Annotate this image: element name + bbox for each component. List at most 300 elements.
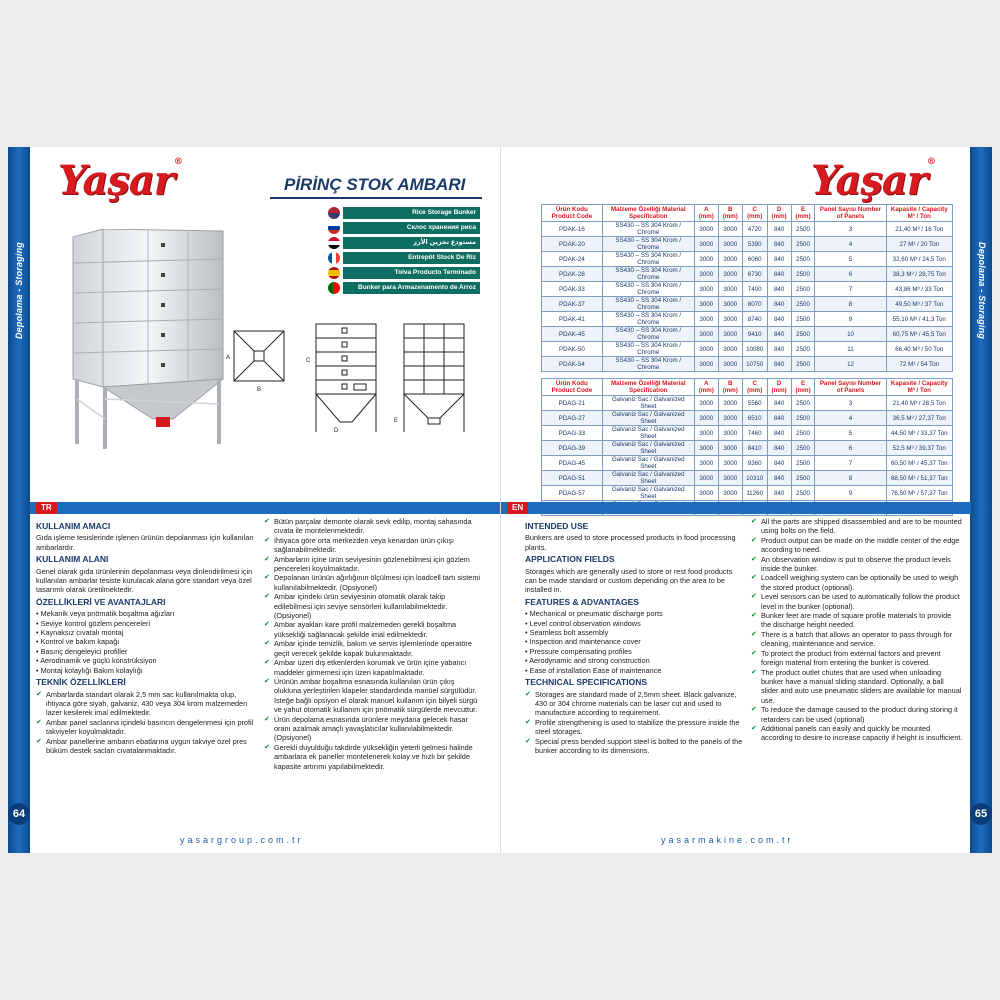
table-cell: 8740 xyxy=(742,312,767,327)
flag-us-icon xyxy=(328,207,340,219)
table-cell: 6060 xyxy=(742,252,767,267)
table-cell: 6730 xyxy=(742,267,767,282)
table-cell: 2500 xyxy=(791,456,815,471)
technical-list xyxy=(36,690,254,756)
table-cell: 4 xyxy=(815,411,886,426)
table-row xyxy=(542,222,953,237)
table-row xyxy=(542,267,953,282)
heading-features: ÖZELLİKLERİ VE AVANTAJLARI xyxy=(36,596,166,607)
table-cell: 60,75 M³ / 45,5 Ton xyxy=(886,327,952,342)
table-cell: Galvaniz Sac / Galvanized Sheet xyxy=(602,456,694,471)
table-header: Kapasite / Capacity M³ / Ton xyxy=(886,379,952,396)
language-list xyxy=(328,207,480,297)
table-cell: 7 xyxy=(815,282,886,297)
page-title: PİRİNÇ STOK AMBARI xyxy=(284,175,466,194)
table-row xyxy=(542,282,953,297)
left-column-2 xyxy=(264,517,482,771)
list-item: ✔ Ürünün ambar boşaltma esnasında kullanılan ürün çıkış olukluna yerleştirilen klapeler standardında manüel sürgülüdür. İsteğe bağlı opsiyon el olarak manuel kullanım için bilyeli sürgü ve yahut otomatik kullanım için pnömatik sürgülerde mevcuttur. xyxy=(264,677,482,715)
table-cell: 7400 xyxy=(742,282,767,297)
table-cell: 3000 xyxy=(718,441,742,456)
table-cell: 3000 xyxy=(694,396,718,411)
language-row xyxy=(328,237,480,249)
table-cell: SS430 – SS 304 Krom / Chrome xyxy=(602,282,694,297)
table-cell: SS430 – SS 304 Krom / Chrome xyxy=(602,222,694,237)
table-cell: 5 xyxy=(815,426,886,441)
language-label: Rice Storage Bunker xyxy=(343,207,480,219)
text-intended-use: Bunkers are used to store processed products in food processing plants. xyxy=(525,533,736,552)
table-cell: 3000 xyxy=(718,342,742,357)
details-list xyxy=(264,517,482,771)
table-cell: 3000 xyxy=(694,237,718,252)
table-cell: 840 xyxy=(767,411,791,426)
table-cell: 32,60 M³ / 24,5 Ton xyxy=(886,252,952,267)
table-cell: 49,50 M³ / 37 Ton xyxy=(886,297,952,312)
dim-label-e: E xyxy=(394,418,399,424)
table-cell: 7 xyxy=(815,456,886,471)
features-list xyxy=(525,609,743,675)
table-cell: 3000 xyxy=(718,411,742,426)
table-cell: 2500 xyxy=(791,312,815,327)
table-cell: 8 xyxy=(815,297,886,312)
list-item: • Kaynaksız cıvatalı montaj xyxy=(36,628,254,637)
table-cell: 5560 xyxy=(742,396,767,411)
table-cell: 2500 xyxy=(791,357,815,372)
heading-usage: KULLANIM AMACI xyxy=(36,521,111,531)
table-cell: 4 xyxy=(815,237,886,252)
table-cell: 10750 xyxy=(742,357,767,372)
footer-url: yasargroup.com.tr xyxy=(180,835,304,845)
table-cell: PDAK-20 xyxy=(542,237,603,252)
table-cell: SS430 – SS 304 Krom / Chrome xyxy=(602,327,694,342)
list-item: ✔ Additional panels can easily and quickly be mounted according to desire to increase capacity if height is insufficient. xyxy=(751,724,963,743)
dim-label-a: A xyxy=(226,355,231,361)
table-cell: 3000 xyxy=(694,297,718,312)
list-item: ✔ Bütün parçalar demonte olarak sevk edilip, montaj sahasında cıvata ile montelenmektedir. xyxy=(264,517,482,536)
table-cell: PDAK-45 xyxy=(542,327,603,342)
table-cell: 840 xyxy=(767,456,791,471)
list-item: • Aerodinamik ve güçlü konstrüksiyon xyxy=(36,656,254,665)
list-item: ✔ All the parts are shipped disassembled and are to be mounted using bolts on the field. xyxy=(751,517,963,536)
list-item: • Pressure compensating profiles xyxy=(525,647,743,656)
table-row xyxy=(542,327,953,342)
table-cell: 2500 xyxy=(791,327,815,342)
list-item: ✔ Ambarların içine ürün seviyesinin gözlenebilmesi için gözlem pencereleri koyulmaktadır. xyxy=(264,555,482,574)
heading-technical: TEKNİK ÖZELLİKLERİ xyxy=(36,677,126,688)
list-item: • Basınç dengeleyici profiller xyxy=(36,647,254,656)
table-header: C (mm) xyxy=(742,379,767,396)
table-cell: PDAG-27 xyxy=(542,411,603,426)
table-cell: 6 xyxy=(815,267,886,282)
table-row xyxy=(542,297,953,312)
table-header: A (mm) xyxy=(694,379,718,396)
table-cell: 9 xyxy=(815,312,886,327)
list-item: • Ease of installation Ease of maintenance xyxy=(525,666,743,675)
list-item: ✔ Special press bended support steel is bolted to the panels of the bunker according to its dimensions. xyxy=(525,737,743,756)
list-item: ✔ Ambar ayakları kare profil malzemeden gerekli boşaltma yüksekliği sağlanacak şekilde imal edilmektedir. xyxy=(264,620,482,639)
table-cell: 840 xyxy=(767,441,791,456)
list-item: ✔ Product output can be made on the middle center of the edge according to need. xyxy=(751,536,963,555)
table-cell: 66,40 M³ / 50 Ton xyxy=(886,342,952,357)
table-cell: 3000 xyxy=(694,342,718,357)
table-cell: 2500 xyxy=(791,297,815,312)
table-header: Ürün Kodu Product Code xyxy=(542,379,603,396)
table-cell: PDAK-37 xyxy=(542,297,603,312)
table-cell: 4720 xyxy=(742,222,767,237)
table-cell: PDAK-24 xyxy=(542,252,603,267)
table-cell: 840 xyxy=(767,426,791,441)
section-band xyxy=(30,502,500,514)
list-item: • Inspection and maintenance cover xyxy=(525,637,743,646)
table-cell: 3000 xyxy=(718,312,742,327)
table-cell: 9 xyxy=(815,486,886,501)
table-cell: 840 xyxy=(767,297,791,312)
dim-label-d: D xyxy=(334,428,339,434)
language-label: Bunker para Armazenamento de Arroz xyxy=(343,282,480,294)
list-item: ✔ Ambar içinde temizlik, bakım ve servis işlemlerinde operatöre geçit verecek şekilde kapak bulunmaktadır. xyxy=(264,639,482,658)
table-row xyxy=(542,426,953,441)
table-cell: 7460 xyxy=(742,426,767,441)
table-cell: 3000 xyxy=(694,486,718,501)
text-usage: Gıda işleme tesislerinde işlenen ürünün depolanması için kullanılan ambarlardır. xyxy=(36,533,254,552)
table-cell: PDAK-28 xyxy=(542,267,603,282)
table-cell: 840 xyxy=(767,252,791,267)
table-cell: PDAG-45 xyxy=(542,456,603,471)
table-cell: 3000 xyxy=(718,267,742,282)
language-label: مستودع تخزين الأرز xyxy=(343,237,480,249)
table-cell: 840 xyxy=(767,486,791,501)
table-cell: 21,40 M³ / 16 Ton xyxy=(886,222,952,237)
table-cell: 9410 xyxy=(742,327,767,342)
galvanized-spec-table xyxy=(541,378,953,516)
table-cell: 3000 xyxy=(694,267,718,282)
table-cell: Galvaniz Sac / Galvanized Sheet xyxy=(602,441,694,456)
table-cell: 3000 xyxy=(694,222,718,237)
heading-technical: TECHNICAL SPECIFICATIONS xyxy=(525,677,647,688)
table-cell: 840 xyxy=(767,237,791,252)
table-header: Malzeme Özelliği Material Specification xyxy=(602,205,694,222)
table-header: D (mm) xyxy=(767,379,791,396)
list-item: ✔ İhtiyaca göre orta merkezden veya kenardan ürün çıkışı sağlanabilmektedir. xyxy=(264,536,482,555)
heading-features: FEATURES & ADVANTAGES xyxy=(525,596,639,607)
table-cell: 3000 xyxy=(718,426,742,441)
list-item: ✔ Ambar panellerine ambarın ebatlarına uygun takviye özel pres büküm destek sacları cıvatalanmaktadır. xyxy=(36,737,254,756)
table-cell: 3000 xyxy=(694,327,718,342)
table-cell: Galvaniz Sac / Galvanized Sheet xyxy=(602,471,694,486)
page-number: 64 xyxy=(8,803,30,825)
table-cell: 43,86 M³ / 33 Ton xyxy=(886,282,952,297)
list-item: • Seviye kontrol gözlem pencereleri xyxy=(36,619,254,628)
table-row xyxy=(542,441,953,456)
table-cell: PDAK-50 xyxy=(542,342,603,357)
list-item: ✔ Ambar üzeri dış etkenlerden korumak ve ürün içine yabancı maddeler girmemesi için üzeri kapatılmaktadır. xyxy=(264,658,482,677)
table-cell: 6510 xyxy=(742,411,767,426)
right-column-2 xyxy=(751,517,963,743)
sidebar-label: Depolama - Storaging xyxy=(14,242,24,340)
table-cell: 2500 xyxy=(791,342,815,357)
table-cell: 52,5 M³ / 39,37 Ton xyxy=(886,441,952,456)
table-cell: 840 xyxy=(767,471,791,486)
table-cell: SS430 – SS 304 Krom / Chrome xyxy=(602,297,694,312)
table-cell: 3000 xyxy=(694,411,718,426)
left-page xyxy=(8,147,500,853)
table-header: Panel Sayısı Number of Panels xyxy=(815,205,886,222)
table-cell: 55,10 M³ / 41,3 Ton xyxy=(886,312,952,327)
table-cell: 5 xyxy=(815,252,886,267)
table-cell: 8 xyxy=(815,471,886,486)
table-cell: PDAG-39 xyxy=(542,441,603,456)
table-cell: 3000 xyxy=(718,327,742,342)
table-cell: 3000 xyxy=(694,426,718,441)
language-label: Склoс хранения риса xyxy=(343,222,480,234)
table-cell: Galvaniz Sac / Galvanized Sheet xyxy=(602,426,694,441)
flag-es-icon xyxy=(328,267,340,279)
table-cell: 3000 xyxy=(718,222,742,237)
table-cell: 3000 xyxy=(718,357,742,372)
table-cell: 2500 xyxy=(791,441,815,456)
table-cell: 5390 xyxy=(742,237,767,252)
table-cell: 3000 xyxy=(718,282,742,297)
page-number: 65 xyxy=(970,803,992,825)
table-row xyxy=(542,456,953,471)
table-cell: 2500 xyxy=(791,426,815,441)
list-item: • Mekanik veya pnömatik boşaltma ağızları xyxy=(36,609,254,618)
table-cell: 840 xyxy=(767,396,791,411)
table-cell: 3000 xyxy=(718,456,742,471)
table-cell: 9360 xyxy=(742,456,767,471)
table-header: E (mm) xyxy=(791,379,815,396)
table-cell: 3000 xyxy=(694,312,718,327)
table-cell: SS430 – SS 304 Krom / Chrome xyxy=(602,237,694,252)
table-cell: SS430 – SS 304 Krom / Chrome xyxy=(602,312,694,327)
table-cell: SS430 – SS 304 Krom / Chrome xyxy=(602,357,694,372)
list-item: ✔ To reduce the damage caused to the product during storing it retarders can be used (optional) xyxy=(751,705,963,724)
list-item: ✔ An observation window is put to observe the product levels inside the bunker. xyxy=(751,555,963,574)
table-cell: 2500 xyxy=(791,222,815,237)
list-item: ✔ Loadcell weighing system can be optionally be used to weigh the stored product (optional). xyxy=(751,573,963,592)
dim-label-b: B xyxy=(257,387,262,393)
table-cell: 76,50 M³ / 57,37 Ton xyxy=(886,486,952,501)
table-row xyxy=(542,237,953,252)
table-row xyxy=(542,252,953,267)
language-row xyxy=(328,207,480,219)
sidebar-label: Depolama - Storaging xyxy=(977,242,987,340)
table-cell: Galvaniz Sac / Galvanized Sheet xyxy=(602,396,694,411)
table-cell: PDAK-41 xyxy=(542,312,603,327)
table-row xyxy=(542,411,953,426)
flag-ru-icon xyxy=(328,222,340,234)
table-cell: 10080 xyxy=(742,342,767,357)
right-sidebar xyxy=(970,147,992,853)
list-item: • Seamless bolt assembly xyxy=(525,628,743,637)
table-cell: 8410 xyxy=(742,441,767,456)
table-cell: SS430 – SS 304 Krom / Chrome xyxy=(602,252,694,267)
flag-pt-icon xyxy=(328,282,340,294)
table-cell: 3 xyxy=(815,396,886,411)
left-column-1 xyxy=(36,519,254,755)
table-cell: 60,50 M³ / 45,37 Ton xyxy=(886,456,952,471)
list-item: ✔ Ambar içindeki ürün seviyesinin otomatik olarak takip edilebilmesi için seviye sensörleri kullanılabilmektedir. (Opsiyonel) xyxy=(264,592,482,620)
front-view-drawing xyxy=(304,322,382,452)
table-cell: 3000 xyxy=(694,471,718,486)
table-row xyxy=(542,312,953,327)
table-cell: 3000 xyxy=(718,471,742,486)
table-cell: 3000 xyxy=(718,237,742,252)
table-header: C (mm) xyxy=(742,205,767,222)
table-cell: SS430 – SS 304 Krom / Chrome xyxy=(602,267,694,282)
section-band xyxy=(501,502,971,514)
features-list xyxy=(36,609,254,675)
table-cell: 840 xyxy=(767,357,791,372)
language-row xyxy=(328,282,480,294)
language-row xyxy=(328,222,480,234)
table-cell: 8070 xyxy=(742,297,767,312)
table-cell: PDAG-51 xyxy=(542,471,603,486)
table-cell: 68,50 M³ / 51,37 Ton xyxy=(886,471,952,486)
list-item: ✔ Profile strengthening is used to stabilize the pressure inside the steel storages. xyxy=(525,718,743,737)
table-cell: 27 M³ / 20 Ton xyxy=(886,237,952,252)
table-cell: PDAG-33 xyxy=(542,426,603,441)
table-header: Kapasite / Capacity M³ / Ton xyxy=(886,205,952,222)
table-cell: PDAG-21 xyxy=(542,396,603,411)
table-cell: 3000 xyxy=(694,357,718,372)
right-column-1 xyxy=(525,519,743,755)
table-cell: 11 xyxy=(815,342,886,357)
table-cell: 2500 xyxy=(791,267,815,282)
table-cell: 10310 xyxy=(742,471,767,486)
brand-logo: Yaşar® xyxy=(58,157,182,204)
table-cell: 21,40 M³ / 28,5 Ton xyxy=(886,396,952,411)
table-cell: 3000 xyxy=(718,486,742,501)
table-row xyxy=(542,396,953,411)
table-header: E (mm) xyxy=(791,205,815,222)
flag-fr-icon xyxy=(328,252,340,264)
table-header: B (mm) xyxy=(718,379,742,396)
table-cell: Galvaniz Sac / Galvanized Sheet xyxy=(602,411,694,426)
table-row xyxy=(542,357,953,372)
table-cell: 3000 xyxy=(694,252,718,267)
list-item: ✔ There is a hatch that allows an operator to pass through for cleaning, maintenance and service. xyxy=(751,630,963,649)
table-cell: 2500 xyxy=(791,252,815,267)
language-tag: TR xyxy=(36,502,57,514)
table-cell: PDAK-16 xyxy=(542,222,603,237)
flag-ar-icon xyxy=(328,237,340,249)
language-row xyxy=(328,252,480,264)
table-row xyxy=(542,471,953,486)
list-item: • Level control observation windows xyxy=(525,619,743,628)
table-cell: 11260 xyxy=(742,486,767,501)
table-cell: PDAK-33 xyxy=(542,282,603,297)
right-page xyxy=(500,147,992,853)
language-label: Tolva Producto Terminado xyxy=(343,267,480,279)
text-application: Storages which are generally used to store or rest food products can be made standard or custom depending on the area to be installed in. xyxy=(525,566,733,595)
brand-logo: Yaşar® xyxy=(811,157,935,204)
table-cell: 3 xyxy=(815,222,886,237)
table-cell: 12 xyxy=(815,357,886,372)
list-item: ✔ To protect the product from external factors and prevent foreign material from entering the bunker is covered. xyxy=(751,649,963,668)
list-item: • Mechanical or pneumatic discharge ports xyxy=(525,609,743,618)
list-item: ✔ Ambarlarda standart olarak 2,5 mm sac kullanılmakta olup, ihtiyaca göre siyah, galvaniz, 430 veya 304 krom malzemeden lazer kesilerek imal edilmektedir. xyxy=(36,690,254,718)
table-cell: 840 xyxy=(767,342,791,357)
language-tag: EN xyxy=(507,502,528,514)
text-field: Genel olarak gıda ürünlerinin depolanması veya dinlendirilmesi için kullanılan ambarlar tesiste kurulacak alana göre standart veya özel tasarımlı olarak üretilmektedir. xyxy=(36,566,253,595)
table-cell: 3000 xyxy=(718,396,742,411)
table-cell: 2500 xyxy=(791,396,815,411)
list-item: ✔ Level sensors can be used to automatically follow the product level in the bunker (optional). xyxy=(751,592,963,611)
table-cell: PDAG-57 xyxy=(542,486,603,501)
table-cell: 36,5 M³ / 27,37 Ton xyxy=(886,411,952,426)
list-item: • Montaj kolaylığı Bakım kolaylığı xyxy=(36,666,254,675)
table-header: A (mm) xyxy=(694,205,718,222)
heading-application: APPLICATION FIELDS xyxy=(525,554,615,565)
table-cell: 38,3 M³ / 28,75 Ton xyxy=(886,267,952,282)
table-cell: 3000 xyxy=(718,252,742,267)
language-row xyxy=(328,267,480,279)
table-cell: Galvaniz Sac / Galvanized Sheet xyxy=(602,486,694,501)
table-cell: 840 xyxy=(767,327,791,342)
list-item: ✔ Gerekli duyulduğu takdirde yüksekliğin yeterli gelmesi halinde ambarlara ek paneller montelenerek kolay ve hızlı bir şekilde kapasite artırımı yapılabilmektedir. xyxy=(264,743,482,771)
top-view-drawing xyxy=(224,327,290,395)
table-header: Panel Sayısı Number of Panels xyxy=(815,379,886,396)
heading-field: KULLANIM ALANI xyxy=(36,554,109,565)
brochure-spread xyxy=(8,147,992,853)
technical-list xyxy=(525,690,743,756)
chrome-spec-table xyxy=(541,204,953,372)
list-item: ✔ Ambar panel saclarına içindeki basıncın dengelenmesi için profil takviyeler koyulmaktadır. xyxy=(36,718,254,737)
dim-label-c: C xyxy=(306,358,311,364)
list-item: ✔ Bunker feet are made of square profile materials to provide the discharge height needed. xyxy=(751,611,963,630)
left-sidebar xyxy=(8,147,30,853)
list-item: • Kontrol ve bakım kapağı xyxy=(36,637,254,646)
table-cell: 2500 xyxy=(791,411,815,426)
table-cell: 2500 xyxy=(791,282,815,297)
table-cell: 840 xyxy=(767,282,791,297)
table-cell: 3000 xyxy=(718,297,742,312)
table-row xyxy=(542,486,953,501)
table-cell: 840 xyxy=(767,267,791,282)
language-label: Entrepôt Stock De Riz xyxy=(343,252,480,264)
table-cell: 2500 xyxy=(791,237,815,252)
table-header: B (mm) xyxy=(718,205,742,222)
table-cell: 3000 xyxy=(694,441,718,456)
details-list xyxy=(751,517,963,743)
table-header: D (mm) xyxy=(767,205,791,222)
silo-illustration xyxy=(63,229,233,449)
table-cell: 840 xyxy=(767,222,791,237)
table-cell: 2500 xyxy=(791,471,815,486)
table-cell: 3000 xyxy=(694,282,718,297)
footer-url: yasarmakine.com.tr xyxy=(661,835,794,845)
table-cell: 2500 xyxy=(791,486,815,501)
table-cell: 10 xyxy=(815,327,886,342)
table-cell: 840 xyxy=(767,312,791,327)
list-item: • Aerodynamic and strong construction xyxy=(525,656,743,665)
table-cell: 44,50 M³ / 33,37 Ton xyxy=(886,426,952,441)
heading-intended-use: INTENDED USE xyxy=(525,521,589,531)
table-cell: SS430 – SS 304 Krom / Chrome xyxy=(602,342,694,357)
list-item: ✔ The product outlet chutes that are used when unloading bunker have a manual sliding standard. Optionally, a ball slider and auto use pneumatic sliders are available for manual use. xyxy=(751,668,963,706)
table-row xyxy=(542,342,953,357)
list-item: ✔ Ürün depolama esnasında ürünlere meydana gelecek hasar oranı azalmak amaçlı yavaşlatıcılar kullanılabilmektedir. (Opsiyonel) xyxy=(264,715,482,743)
list-item: ✔ Depolanan ürünün ağırlığının ölçülmesi için loadcell tartı sistemi kullanılabilmektedir. (Opsiyonel) xyxy=(264,573,482,592)
table-cell: 6 xyxy=(815,441,886,456)
table-header: Ürün Kodu Product Code xyxy=(542,205,603,222)
table-cell: 72 M³ / 54 Ton xyxy=(886,357,952,372)
list-item: ✔ Storages are standard made of 2,5mm sheet. Black galvanize, 430 or 304 chrome materials can be laser cut and used to manufacture according to requirement. xyxy=(525,690,743,718)
table-cell: PDAK-54 xyxy=(542,357,603,372)
table-header: Malzeme Özelliği Material Specification xyxy=(602,379,694,396)
side-view-drawing xyxy=(390,322,470,452)
title-underline xyxy=(270,197,482,199)
